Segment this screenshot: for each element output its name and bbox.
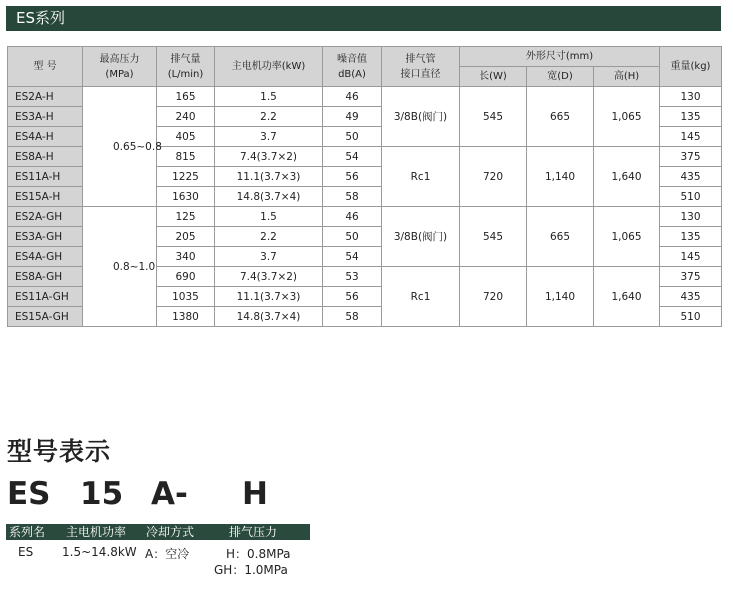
- cell-model: ES11A-H: [8, 167, 83, 187]
- cell-height: 1,065: [594, 207, 660, 267]
- cell-weight: 135: [660, 107, 722, 127]
- cell-noise: 58: [323, 187, 382, 207]
- cell-power: 14.8(3.7×4): [215, 187, 323, 207]
- value-cooling: A：空冷: [145, 547, 190, 561]
- table-row: [8, 87, 722, 107]
- value-series: ES: [18, 545, 34, 559]
- cell-model: ES8A-H: [8, 147, 83, 167]
- cell-weight: 510: [660, 187, 722, 207]
- cell-height: 1,640: [594, 147, 660, 207]
- code-power: 15: [80, 476, 124, 512]
- label-cooling: 冷却方式: [146, 525, 195, 539]
- cell-width: 665: [527, 87, 594, 147]
- cell-weight: 375: [660, 267, 722, 287]
- cell-flow: 1225: [157, 167, 215, 187]
- cell-power: 1.5: [215, 207, 323, 227]
- cell-weight: 135: [660, 227, 722, 247]
- cell-noise: 54: [323, 147, 382, 167]
- cell-model: ES4A-H: [8, 127, 83, 147]
- cell-flow: 1630: [157, 187, 215, 207]
- cell-power: 14.8(3.7×4): [215, 307, 323, 327]
- cell-model: ES2A-H: [8, 87, 83, 107]
- model-code-title: 型号表示: [7, 437, 112, 466]
- cell-flow: 815: [157, 147, 215, 167]
- header-pressure: 最高压力 (MPa): [83, 47, 157, 87]
- cell-width: 665: [527, 207, 594, 267]
- spec-table: [7, 46, 722, 327]
- cell-power: 1.5: [215, 87, 323, 107]
- cell-outlet: Rc1: [382, 147, 460, 207]
- header-length: 长(W): [460, 67, 527, 87]
- cell-model: ES3A-GH: [8, 227, 83, 247]
- cell-power: 3.7: [215, 247, 323, 267]
- code-pressure: H: [242, 476, 268, 512]
- cell-power: 7.4(3.7×2): [215, 147, 323, 167]
- header-height: 高(H): [594, 67, 660, 87]
- cell-flow: 125: [157, 207, 215, 227]
- cell-length: 545: [460, 207, 527, 267]
- value-power: 1.5~14.8kW: [62, 545, 137, 559]
- cell-noise: 50: [323, 227, 382, 247]
- cell-height: 1,640: [594, 267, 660, 327]
- code-series: ES: [7, 476, 51, 512]
- cell-weight: 435: [660, 167, 722, 187]
- cell-noise: 56: [323, 167, 382, 187]
- code-cooling: A-: [151, 476, 188, 512]
- cell-flow: 165: [157, 87, 215, 107]
- label-power: 主电机功率: [66, 525, 127, 539]
- cell-flow: 240: [157, 107, 215, 127]
- cell-model: ES11A-GH: [8, 287, 83, 307]
- cell-weight: 435: [660, 287, 722, 307]
- cell-noise: 54: [323, 247, 382, 267]
- cell-weight: 510: [660, 307, 722, 327]
- section-banner: [6, 6, 721, 31]
- cell-length: 545: [460, 87, 527, 147]
- header-model: 型 号: [8, 47, 83, 87]
- header-outlet: 排气管 接口直径: [382, 47, 460, 87]
- label-series: 系列名: [9, 525, 46, 539]
- cell-flow: 340: [157, 247, 215, 267]
- cell-flow: 1380: [157, 307, 215, 327]
- cell-outlet: 3/8B(阀门): [382, 207, 460, 267]
- cell-outlet: Rc1: [382, 267, 460, 327]
- value-pressure-gh: GH：1.0MPa: [214, 563, 288, 577]
- table-row: [8, 207, 722, 227]
- table-header-row: [8, 47, 722, 67]
- cell-noise: 58: [323, 307, 382, 327]
- cell-model: ES15A-GH: [8, 307, 83, 327]
- cell-noise: 50: [323, 127, 382, 147]
- cell-weight: 375: [660, 147, 722, 167]
- cell-power: 3.7: [215, 127, 323, 147]
- header-weight: 重量(kg): [660, 47, 722, 87]
- cell-length: 720: [460, 147, 527, 207]
- cell-width: 1,140: [527, 267, 594, 327]
- cell-flow: 690: [157, 267, 215, 287]
- cell-flow: 205: [157, 227, 215, 247]
- cell-noise: 49: [323, 107, 382, 127]
- cell-noise: 53: [323, 267, 382, 287]
- cell-power: 11.1(3.7×3): [215, 287, 323, 307]
- cell-noise: 56: [323, 287, 382, 307]
- cell-pressure: 0.8~1.0: [83, 207, 157, 327]
- cell-power: 2.2: [215, 107, 323, 127]
- cell-length: 720: [460, 267, 527, 327]
- cell-flow: 405: [157, 127, 215, 147]
- cell-noise: 46: [323, 87, 382, 107]
- cell-flow: 1035: [157, 287, 215, 307]
- cell-power: 7.4(3.7×2): [215, 267, 323, 287]
- cell-power: 11.1(3.7×3): [215, 167, 323, 187]
- cell-pressure: 0.65~0.8: [83, 87, 157, 207]
- header-width: 宽(D): [527, 67, 594, 87]
- header-dimensions: 外形尺寸(mm): [460, 47, 660, 67]
- value-pressure-h: H：0.8MPa: [226, 547, 291, 561]
- cell-model: ES2A-GH: [8, 207, 83, 227]
- section-title: ES系列: [16, 9, 65, 27]
- label-pressure: 排气压力: [229, 525, 278, 539]
- cell-model: ES4A-GH: [8, 247, 83, 267]
- cell-weight: 145: [660, 247, 722, 267]
- cell-model: ES8A-GH: [8, 267, 83, 287]
- cell-weight: 145: [660, 127, 722, 147]
- cell-power: 2.2: [215, 227, 323, 247]
- cell-weight: 130: [660, 207, 722, 227]
- cell-model: ES15A-H: [8, 187, 83, 207]
- header-power: 主电机功率(kW): [215, 47, 323, 87]
- header-noise: 噪音值 dB(A): [323, 47, 382, 87]
- cell-width: 1,140: [527, 147, 594, 207]
- cell-noise: 46: [323, 207, 382, 227]
- cell-height: 1,065: [594, 87, 660, 147]
- header-flow: 排气量 (L/min): [157, 47, 215, 87]
- cell-model: ES3A-H: [8, 107, 83, 127]
- cell-outlet: 3/8B(阀门): [382, 87, 460, 147]
- cell-weight: 130: [660, 87, 722, 107]
